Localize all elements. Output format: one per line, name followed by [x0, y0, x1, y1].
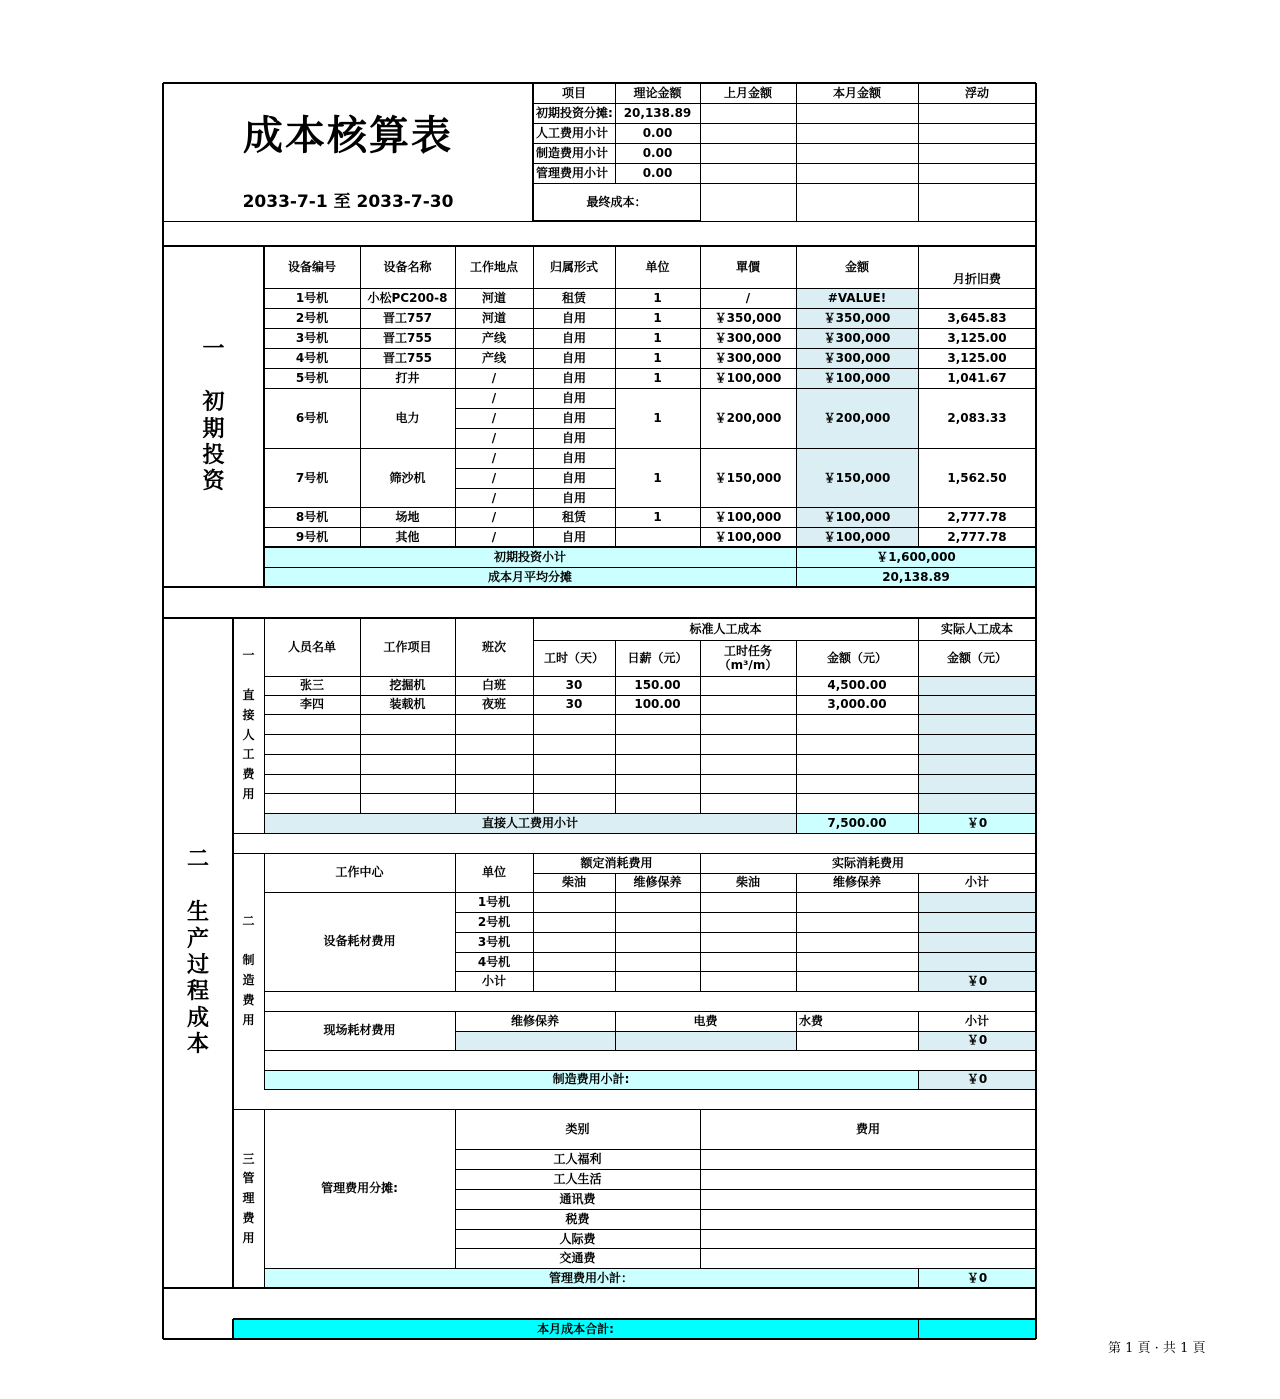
- rated-consumption-header: 额定消耗费用: [580, 855, 653, 870]
- management-col-fee: 费用: [855, 1121, 880, 1136]
- equipment-name: 晋工755: [382, 350, 433, 365]
- site-material-label: 现场耗材费用: [323, 1023, 396, 1038]
- labor-col-task: 工时任务（m³/m）: [718, 643, 778, 672]
- daily-wage: 150.00: [634, 678, 681, 693]
- management-label: 三 管 理 费 用: [242, 1151, 255, 1245]
- actual-consumption-header: 实际消耗费用: [831, 855, 904, 870]
- amount: ￥300,000: [823, 350, 891, 365]
- page-footer: 第 1 頁 · 共 1 頁: [1108, 1341, 1206, 1356]
- work-location: 河道: [481, 310, 506, 325]
- unit-price: ￥100,000: [714, 509, 782, 524]
- work-location: /: [491, 509, 497, 524]
- summary-col-header: 本月金额: [832, 85, 881, 100]
- ownership: 自用: [561, 430, 586, 445]
- amount: ￥350,000: [823, 310, 891, 325]
- standard-labor-header: 标准人工成本: [689, 621, 762, 636]
- work-location: /: [491, 390, 497, 405]
- investment-subtotal-value: ￥1,600,000: [876, 549, 956, 564]
- investment-col-header: 月折旧费: [952, 271, 1001, 286]
- grid-line: [700, 83, 701, 221]
- summary-col-header: 浮动: [964, 85, 989, 100]
- monthly-depreciation: 2,777.78: [947, 509, 1007, 524]
- amount: ￥100,000: [823, 370, 891, 385]
- amount: ￥200,000: [823, 410, 891, 425]
- site-subtotal-value: ￥0: [966, 1033, 988, 1048]
- equipment-id: 9号机: [295, 529, 329, 544]
- monthly-depreciation: [918, 288, 1036, 308]
- ownership: 自用: [561, 350, 586, 365]
- labor-col-hours: 工时（天）: [543, 650, 604, 665]
- grid-line: [796, 83, 797, 221]
- work-shift: 白班: [481, 678, 506, 693]
- amount: ￥100,000: [823, 509, 891, 524]
- labor-amount: 4,500.00: [827, 678, 887, 693]
- worker-name: 李四: [299, 697, 324, 712]
- mfg-col-center: 工作中心: [335, 865, 384, 880]
- unit-price: ￥300,000: [714, 350, 782, 365]
- management-subtotal-label: 管理费用小計：: [548, 1270, 633, 1285]
- mfg-col-maintenance-actual: 维修保养: [832, 875, 881, 890]
- management-category: 人际费: [559, 1231, 596, 1246]
- management-subtotal-value: ￥0: [966, 1270, 988, 1285]
- equipment-id: 8号机: [295, 509, 329, 524]
- unit-price: ￥150,000: [714, 470, 782, 485]
- unit-count: 1: [653, 370, 662, 385]
- site-cost-fill: [455, 1031, 796, 1050]
- mfg-col-diesel: 柴油: [561, 875, 586, 890]
- manufacturing-subtotal-label: 制造费用小計:: [552, 1072, 630, 1087]
- unit-price: /: [745, 290, 751, 305]
- management-allocation-label: 管理费用分摊:: [321, 1181, 398, 1196]
- work-project: 挖掘机: [389, 678, 426, 693]
- grid-line: [264, 754, 1036, 755]
- management-col-category: 类别: [565, 1121, 590, 1136]
- investment-col-header: 金额: [844, 259, 869, 274]
- management-category: 交通费: [559, 1250, 596, 1265]
- equipment-name: 小松PC200-8: [367, 290, 448, 305]
- grid-line: [918, 1319, 919, 1339]
- page-title: 成本核算表: [243, 113, 453, 159]
- summary-row-label: 制造费用小计: [536, 145, 609, 160]
- mfg-col-maintenance: 维修保养: [633, 875, 682, 890]
- monthly-allocation-label: 成本月平均分摊: [487, 569, 572, 584]
- unit-price: ￥100,000: [714, 529, 782, 544]
- summary-theory-value: 20,138.89: [623, 105, 692, 120]
- ownership: 自用: [561, 450, 586, 465]
- equipment-id: 1号机: [295, 290, 329, 305]
- investment-subtotal-label: 初期投资小计: [493, 549, 566, 564]
- labor-col-amount: 金额（元）: [826, 650, 887, 665]
- labor-col-shift: 班次: [481, 639, 506, 654]
- mfg-unit: 2号机: [477, 914, 511, 929]
- mfg-unit: 1号机: [477, 894, 511, 909]
- grid-line: [264, 991, 1036, 992]
- unit-count: 1: [653, 470, 662, 485]
- ownership: 自用: [561, 490, 586, 505]
- ownership: 自用: [561, 310, 586, 325]
- equipment-name: 电力: [395, 410, 420, 425]
- worker-name: 张三: [299, 678, 324, 693]
- summary-col-header: 项目: [561, 85, 586, 100]
- work-days: 30: [565, 697, 583, 712]
- monthly-depreciation: 3,125.00: [947, 330, 1007, 345]
- investment-col-header: 归属形式: [549, 259, 598, 274]
- mfg-unit: 3号机: [477, 934, 511, 949]
- monthly-allocation-value: 20,138.89: [882, 569, 950, 584]
- site-subtotal-header: 小计: [964, 1013, 989, 1028]
- work-days: 30: [565, 678, 583, 693]
- mfg-col-diesel-actual: 柴油: [735, 875, 760, 890]
- equipment-id: 4号机: [295, 350, 329, 365]
- grid-line: [264, 1089, 1036, 1090]
- site-maintenance-header: 维修保养: [510, 1013, 559, 1028]
- grid-line: [455, 912, 1036, 913]
- site-water-header: 水费: [799, 1013, 824, 1028]
- ownership: 租赁: [561, 290, 586, 305]
- ownership: 自用: [561, 370, 586, 385]
- ownership: 自用: [561, 330, 586, 345]
- unit-price: ￥200,000: [714, 410, 782, 425]
- amount: ￥100,000: [823, 529, 891, 544]
- investment-col-header: 设备编号: [287, 259, 336, 274]
- unit-count: [615, 527, 700, 547]
- work-location: /: [491, 529, 497, 544]
- labor-subtotal-value: 7,500.00: [827, 815, 887, 830]
- grid-line: [163, 221, 1036, 222]
- unit-price: ￥350,000: [714, 310, 782, 325]
- direct-labor-label: 一 直 接 人 工 费 用: [242, 648, 255, 801]
- equipment-name: 其他: [395, 529, 420, 544]
- unit-price: ￥300,000: [714, 330, 782, 345]
- summary-theory-value: 0.00: [642, 165, 673, 180]
- labor-col-project: 工作项目: [383, 639, 432, 654]
- summary-row-label: 人工费用小计: [536, 125, 609, 140]
- site-power-header: 电费: [693, 1013, 718, 1028]
- equipment-name: 场地: [395, 509, 420, 524]
- labor-col-wage: 日薪（元）: [627, 650, 688, 665]
- labor-subtotal-actual: ￥0: [966, 815, 988, 830]
- work-location: /: [491, 490, 497, 505]
- actual-labor-header: 实际人工成本: [940, 621, 1013, 636]
- grid-line: [264, 1050, 1036, 1051]
- unit-count: 1: [653, 290, 662, 305]
- equipment-id: 7号机: [295, 470, 329, 485]
- equipment-id: 3号机: [295, 330, 329, 345]
- equipment-material-label: 设备耗材费用: [323, 934, 396, 949]
- mfg-col-subtotal: 小计: [964, 875, 989, 890]
- equipment-id: 2号机: [295, 310, 329, 325]
- manufacturing-subtotal-value: ￥0: [966, 1072, 988, 1087]
- equipment-name: 晋工755: [382, 330, 433, 345]
- work-location: 产线: [481, 350, 506, 365]
- management-category: 通讯费: [559, 1191, 596, 1206]
- equipment-id: 5号机: [295, 370, 329, 385]
- monthly-depreciation: 2,083.33: [947, 410, 1007, 425]
- monthly-depreciation: 2,777.78: [947, 529, 1007, 544]
- labor-amount: 3,000.00: [827, 697, 887, 712]
- manufacturing-label: 二 制 造 费 用: [242, 913, 255, 1027]
- monthly-total-label: 本月成本合計:: [537, 1321, 614, 1336]
- unit-count: 1: [653, 350, 662, 365]
- work-location: /: [491, 370, 497, 385]
- summary-row-label: 管理费用小计: [536, 165, 609, 180]
- unit-count: 1: [653, 310, 662, 325]
- summary-row-label: 初期投资分摊:: [536, 105, 613, 120]
- grid-line: [918, 83, 919, 221]
- investment-col-header: 單價: [735, 259, 760, 274]
- monthly-depreciation: 1,562.50: [947, 470, 1007, 485]
- investment-col-header: 工作地点: [469, 259, 518, 274]
- investment-col-header: 设备名称: [383, 259, 432, 274]
- mfg-unit: 4号机: [477, 954, 511, 969]
- daily-wage: 100.00: [634, 697, 681, 712]
- work-location: 产线: [481, 330, 506, 345]
- work-location: /: [491, 410, 497, 425]
- labor-col-actual-amount: 金额（元）: [946, 650, 1007, 665]
- equipment-name: 筛沙机: [389, 470, 426, 485]
- ownership: 自用: [561, 470, 586, 485]
- monthly-depreciation: 3,125.00: [947, 350, 1007, 365]
- investment-col-header: 单位: [645, 259, 670, 274]
- unit-count: 1: [653, 410, 662, 425]
- grid-line: [264, 714, 1036, 715]
- grid-line: [264, 734, 1036, 735]
- management-category: 税费: [565, 1211, 590, 1226]
- unit-count: 1: [653, 330, 662, 345]
- date-range: 2033-7-1 至 2033-7-30: [242, 192, 454, 213]
- work-location: /: [491, 470, 497, 485]
- equipment-subtotal-value: ￥0: [966, 973, 988, 988]
- mfg-col-unit: 单位: [481, 865, 506, 880]
- management-category: 工人福利: [553, 1151, 602, 1166]
- work-location: 河道: [481, 290, 506, 305]
- amount: ￥300,000: [823, 330, 891, 345]
- management-category: 工人生活: [553, 1171, 602, 1186]
- mfg-unit: 小计: [481, 973, 506, 988]
- summary-col-header: 理论金额: [633, 85, 682, 100]
- equipment-name: 晋工757: [382, 310, 433, 325]
- summary-col-header: 上月金额: [723, 85, 772, 100]
- unit-price: ￥100,000: [714, 370, 782, 385]
- amount: ￥150,000: [823, 470, 891, 485]
- monthly-depreciation: 3,645.83: [947, 310, 1007, 325]
- ownership: 租赁: [561, 509, 586, 524]
- work-shift: 夜班: [481, 697, 506, 712]
- work-location: /: [491, 450, 497, 465]
- monthly-depreciation: 1,041.67: [947, 370, 1007, 385]
- labor-col-name: 人员名单: [287, 639, 336, 654]
- grid-line: [455, 932, 1036, 933]
- labor-subtotal-label: 直接人工费用小计: [481, 815, 578, 830]
- amount: #VALUE!: [827, 290, 887, 305]
- summary-theory-value: 0.00: [642, 145, 673, 160]
- grid-line: [264, 793, 1036, 794]
- work-project: 装载机: [389, 697, 426, 712]
- grid-line: [455, 952, 1036, 953]
- final-cost-label: 最终成本：: [586, 194, 647, 209]
- ownership: 自用: [561, 529, 586, 544]
- equipment-name: 打井: [395, 370, 420, 385]
- unit-count: 1: [653, 509, 662, 524]
- section-label-production: 二 生 产 过 程 成 本: [186, 847, 209, 1058]
- ownership: 自用: [561, 410, 586, 425]
- grid-line: [233, 833, 1036, 834]
- section-label-initial-investment: 一 初 期 投 资: [202, 337, 225, 495]
- ownership: 自用: [561, 390, 586, 405]
- work-location: /: [491, 430, 497, 445]
- summary-theory-value: 0.00: [642, 125, 673, 140]
- equipment-id: 6号机: [295, 410, 329, 425]
- grid-line: [264, 774, 1036, 775]
